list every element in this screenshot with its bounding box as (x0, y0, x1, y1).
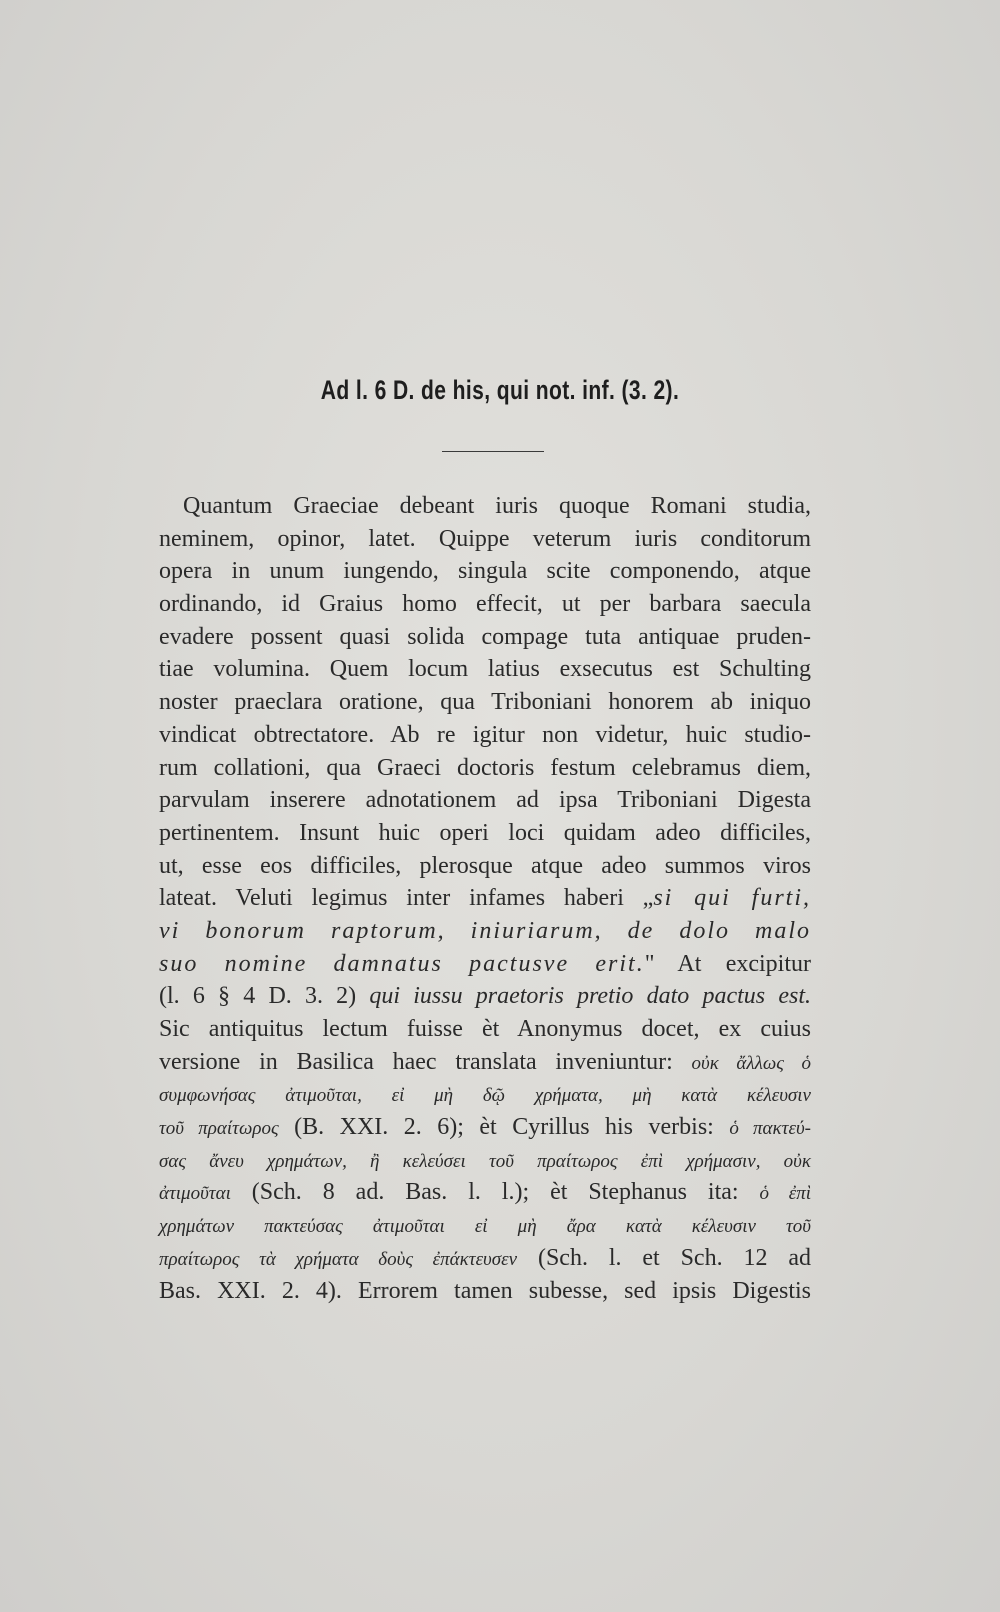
text-line: neminem, opinor, latet. Quippe veterum iuris conditorum (159, 525, 811, 552)
quotation-italic: si qui furti, (653, 885, 811, 912)
text-line: (l. 6 § 4 D. 3. 2) qui iussu praetoris pretio dato pactus est. (159, 983, 811, 1010)
text-line: evadere possent quasi solida compage tuta antiquae pruden- (159, 623, 811, 650)
body-paragraph (159, 490, 811, 1307)
greek-text: τοῦ πραίτωρος (159, 1118, 279, 1140)
text-line (159, 1078, 811, 1111)
text-line: Quantum Graeciae debeant iuris quoque Romani studia, (183, 493, 811, 519)
text-line: πραίτωρος τὰ χρήματα δοὺς ἐπάκτευσεν (Sch. l. et Sch. 12 ad (159, 1244, 811, 1271)
greek-text: ὁ πακτεύ- (729, 1118, 811, 1140)
text-line (159, 1209, 811, 1242)
greek-text: σας ἄνευ χρημάτων, ἢ κελεύσει τοῦ πραίτωρος ἐπὶ χρήμασιν, οὐκ (159, 1150, 811, 1172)
text-line: versione in Basilica haec translata inveniuntur: οὐκ ἄλλως ὁ (159, 1048, 811, 1075)
text-line: ordinando, id Graius homo effecit, ut per barbara saecula (159, 591, 811, 618)
text-line: tiae volumina. Quem locum latius exsecutus est Schulting (159, 656, 811, 683)
quotation-italic: qui iussu praetoris pretio dato pactus est. (369, 983, 811, 1010)
text-line: Sic antiquitus lectum fuisse èt Anonymus docet, ex cuius (159, 1016, 811, 1042)
greek-text: ἀτιμοῦται (159, 1183, 231, 1205)
text-line (159, 1144, 811, 1177)
text-line: ἀτιμοῦται (Sch. 8 ad. Bas. l. l.); èt Stephanus ita: ὁ ἐπὶ (159, 1179, 811, 1206)
text-line: noster praeclara oratione, qua Triboniani honorem ab iniquo (159, 689, 811, 716)
greek-text: πραίτωρος τὰ χρήματα δοὺς ἐπάκτευσεν (159, 1248, 518, 1270)
greek-text: χρημάτων πακτεύσας ἀτιμοῦται εἰ μὴ ἄρα κατὰ κέλευσιν τοῦ (159, 1216, 811, 1238)
text-line: ut, esse eos difficiles, plerosque atque adeo summos viros (159, 852, 811, 879)
greek-text: συμφωνήσας ἀτιμοῦται, εἰ μὴ δῷ χρήματα, μὴ κατὰ κέλευσιν (159, 1085, 811, 1107)
quotation-italic: vi bonorum raptorum, iniuriarum, de dolo malo (159, 917, 811, 944)
text-line: Bas. XXI. 2. 4). Errorem tamen subesse, sed ipsis Digestis (159, 1277, 811, 1304)
text-line: suo nomine damnatus pactusve erit." At excipitur (159, 950, 811, 977)
text-line: lateat. Veluti legimus inter infames haberi „si qui furti, (159, 885, 811, 912)
heading-rule (442, 451, 544, 452)
section-heading: Ad l. 6 D. de his, qui not. inf. (3. 2). (320, 375, 680, 405)
text-line: vindicat obtrectatore. Ab re igitur non videtur, huic studio- (159, 721, 811, 748)
greek-text: οὐκ ἄλλως ὁ (691, 1052, 811, 1074)
text-line: opera in unum iungendo, singula scite componendo, atque (159, 558, 811, 585)
text-line: pertinentem. Insunt huic operi loci quidam adeo difficiles, (159, 819, 811, 846)
text-line: τοῦ πραίτωρος (B. XXI. 2. 6); èt Cyrillus his verbis: ὁ πακτεύ- (159, 1114, 811, 1141)
text-line (159, 915, 811, 948)
quotation-italic: suo nomine damnatus pactusve erit. (159, 950, 645, 977)
text-line: parvulam inserere adnotationem ad ipsa Triboniani Digesta (159, 787, 811, 814)
greek-text: ὁ ἐπὶ (759, 1183, 811, 1205)
text-line: rum collationi, qua Graeci doctoris festum celebramus diem, (159, 754, 811, 781)
